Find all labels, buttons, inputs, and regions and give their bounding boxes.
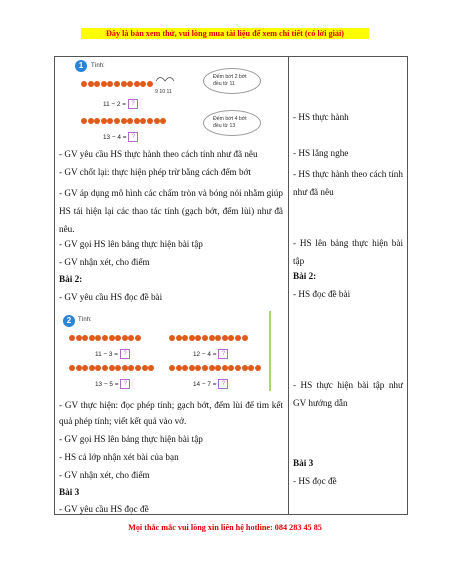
dot — [140, 81, 146, 87]
speech-bubble: Đếm bớt 4 bớt đều từ 13 — [203, 110, 261, 136]
dot — [134, 118, 140, 124]
student-step: - HS thực hành — [293, 112, 349, 122]
equation-text: 11 − 2 = — [103, 100, 126, 108]
dot — [228, 365, 234, 371]
dot-row-b — [169, 335, 248, 341]
dot — [195, 335, 201, 341]
teacher-step: - GV yêu cầu HS đọc đề bài — [59, 292, 163, 302]
equation-d — [193, 379, 228, 389]
dot — [134, 81, 140, 87]
answer-box: ? — [128, 99, 138, 109]
dot — [135, 365, 141, 371]
dot — [169, 365, 175, 371]
exercise-number-badge: 1 — [75, 60, 87, 72]
dot — [81, 81, 87, 87]
exercise-1-figure — [69, 60, 269, 142]
dot — [128, 365, 134, 371]
dot — [222, 335, 228, 341]
equation-text: 11 − 3 = — [95, 350, 118, 358]
dot — [189, 365, 195, 371]
lesson-table — [54, 56, 408, 515]
dot — [202, 365, 208, 371]
dot — [128, 335, 134, 341]
dot — [209, 365, 215, 371]
dot — [76, 335, 82, 341]
dot — [147, 118, 153, 124]
teacher-step: - GV áp dụng mô hình các chấm tròn và bóng nói nhằm giúp HS tái hiện lại các thao tác tính (gạch bớt, đếm lùi) như đã nêu. — [59, 188, 283, 234]
dot — [222, 365, 228, 371]
count-back-numbers: 9 10 11 — [155, 89, 172, 95]
dot — [235, 365, 241, 371]
dot — [88, 118, 94, 124]
dot — [69, 365, 75, 371]
dot — [82, 365, 88, 371]
equation-row-1 — [103, 99, 138, 109]
teacher-step: - GV nhận xét, cho điểm — [59, 257, 150, 267]
dot — [89, 335, 95, 341]
answer-box: ? — [120, 349, 130, 359]
dot — [235, 335, 241, 341]
dot — [127, 81, 133, 87]
exercise-instruction: Tính: — [91, 63, 105, 69]
dot — [95, 335, 101, 341]
dot — [107, 81, 113, 87]
dot — [115, 365, 121, 371]
answer-box: ? — [128, 132, 138, 142]
preview-banner: Đây là bản xem thử, vui lòng mua tài liệu để xem chi tiết (có lời giải) — [81, 28, 369, 39]
exercise-instruction: Tính: — [78, 317, 92, 323]
teacher-step: - GV gọi HS lên bảng thực hiện bài tập — [59, 434, 203, 444]
dot — [209, 335, 215, 341]
section-heading: Bài 2: — [293, 271, 317, 281]
dot — [94, 118, 100, 124]
teacher-step: - GV thực hiện: đọc phép tính; gạch bớt, đếm lùi để tìm kết quả phép tính; viết kết quả vào vở. — [59, 400, 283, 426]
student-step: - HS thực hiện bài tập như GV hướng dẫn — [293, 380, 403, 408]
teacher-step: - GV nhận xét, cho điểm — [59, 470, 150, 480]
dot — [127, 118, 133, 124]
student-step: - HS đọc đề — [293, 476, 337, 486]
dot — [195, 365, 201, 371]
teacher-step: - HS cả lớp nhận xét bài của bạn — [59, 452, 179, 462]
dot-row-1 — [81, 81, 153, 87]
student-step: - HS thực hành theo cách tính như đã nêu — [293, 169, 403, 197]
section-heading: Bài 3 — [59, 487, 80, 497]
count-back-arc — [155, 74, 175, 82]
equation-text: 14 − 7 = — [193, 380, 217, 388]
dot — [121, 81, 127, 87]
dot — [242, 335, 248, 341]
dot — [114, 118, 120, 124]
teacher-step: - GV yêu cầu HS thực hành theo cách tính như đã nêu — [59, 149, 258, 159]
dot — [228, 335, 234, 341]
dot — [109, 365, 115, 371]
dot — [95, 365, 101, 371]
dot — [148, 365, 154, 371]
student-step: - HS lắng nghe — [293, 148, 349, 158]
equation-text: 12 − 4 = — [193, 350, 217, 358]
dot — [121, 118, 127, 124]
dot — [140, 118, 146, 124]
equation-b — [193, 349, 228, 359]
dot — [102, 365, 108, 371]
dot — [88, 81, 94, 87]
dot — [135, 335, 141, 341]
dot — [242, 365, 248, 371]
dot — [176, 335, 182, 341]
dot — [89, 365, 95, 371]
column-divider — [288, 57, 289, 514]
dot — [94, 81, 100, 87]
equation-text: 13 − 4 = — [103, 133, 127, 141]
teacher-step: - GV chốt lại: thực hiện phép trừ bằng cách đếm bớt — [59, 167, 251, 177]
dot — [107, 118, 113, 124]
hotline-banner: Mọi thắc mắc vui lòng xin liên hệ hotline: 084 283 45 85 — [128, 523, 322, 532]
exercise-2-figure — [61, 311, 275, 391]
dot — [202, 335, 208, 341]
dot — [101, 81, 107, 87]
exercise-number-badge: 2 — [63, 315, 75, 327]
dot — [101, 118, 107, 124]
student-step: - HS đọc đề bài — [293, 289, 351, 299]
dot — [215, 365, 221, 371]
section-heading: Bài 3 — [293, 458, 314, 468]
dot-row-d — [169, 365, 261, 371]
answer-box: ? — [218, 349, 228, 359]
answer-box: ? — [218, 379, 228, 389]
equation-a — [95, 349, 130, 359]
dot — [160, 118, 166, 124]
dot-row-2 — [81, 118, 166, 124]
dot — [76, 365, 82, 371]
dot — [248, 365, 254, 371]
dot — [102, 335, 108, 341]
teacher-step: - GV yêu cầu HS đọc đề — [59, 504, 149, 514]
dot — [182, 335, 188, 341]
dot — [147, 81, 153, 87]
dot — [109, 335, 115, 341]
equation-row-2 — [103, 132, 138, 142]
dot — [255, 365, 261, 371]
dot — [122, 335, 128, 341]
equation-c — [95, 379, 130, 389]
dot — [69, 335, 75, 341]
dot — [182, 365, 188, 371]
dot — [82, 335, 88, 341]
dot-row-a — [69, 335, 141, 341]
margin-bar — [269, 311, 271, 391]
dot — [122, 365, 128, 371]
dot — [142, 365, 148, 371]
equation-text: 13 − 5 = — [95, 380, 119, 388]
teacher-step: - GV gọi HS lên bảng thực hiện bài tập — [59, 239, 203, 249]
dot — [189, 335, 195, 341]
section-heading: Bài 2: — [59, 274, 83, 284]
dot — [215, 335, 221, 341]
dot — [154, 118, 160, 124]
dot-row-c — [69, 365, 154, 371]
dot — [114, 81, 120, 87]
dot — [81, 118, 87, 124]
dot — [176, 365, 182, 371]
student-step: - HS lên bảng thực hiện bài tập — [293, 238, 403, 266]
speech-bubble: Đếm bớt 2 bớt đều từ 11 — [203, 68, 261, 94]
dot — [169, 335, 175, 341]
answer-box: ? — [120, 379, 130, 389]
dot — [115, 335, 121, 341]
